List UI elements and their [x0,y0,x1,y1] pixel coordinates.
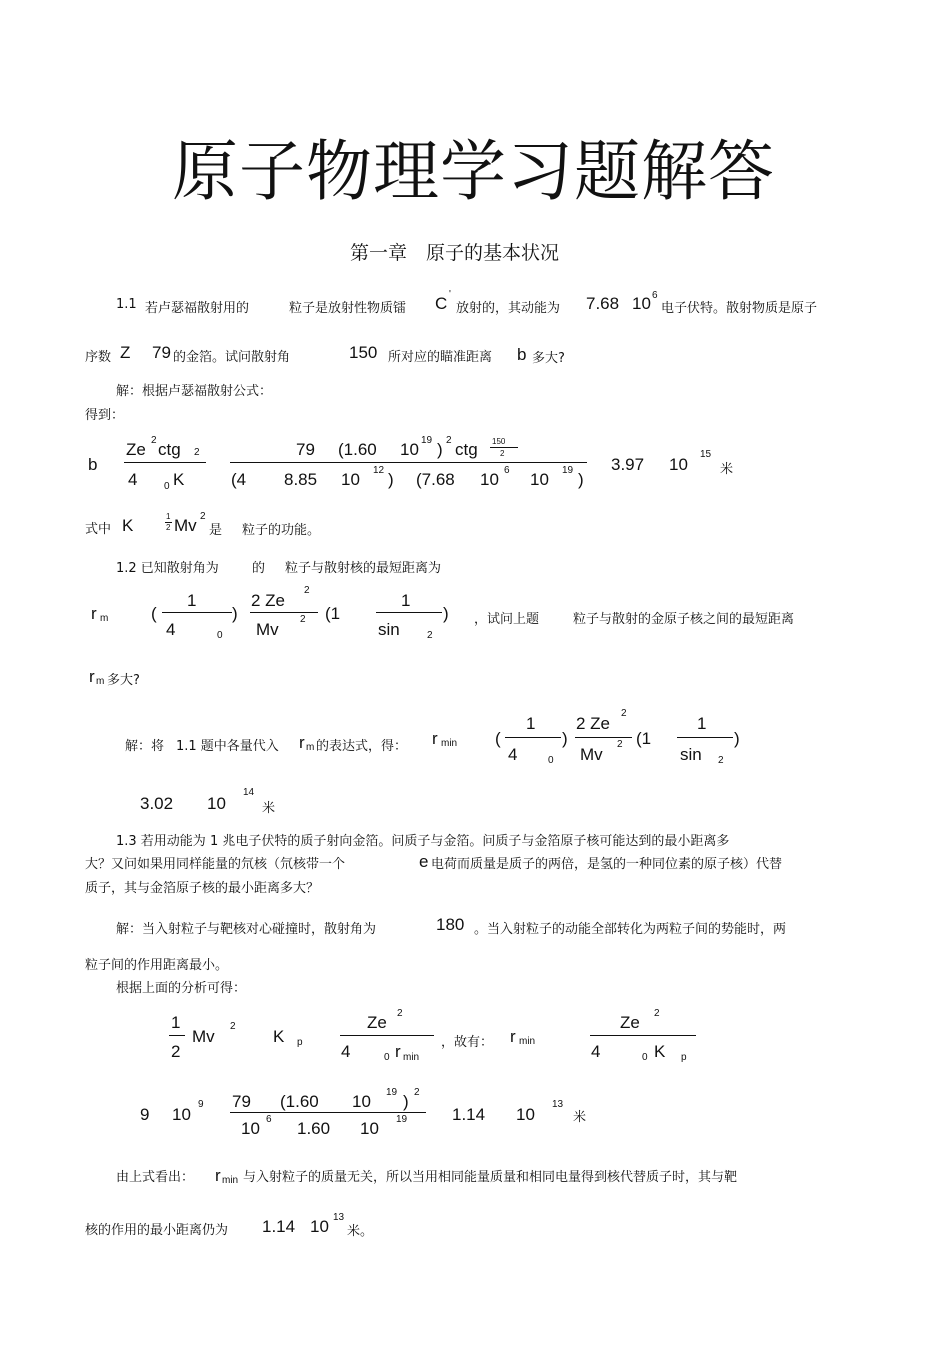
eq-subscript: min [441,738,458,749]
eq-number: ) [388,470,394,489]
eq-number: 1 [697,714,707,733]
eq-exponent: 6 [266,1114,272,1125]
eq-unit: 米 [262,801,276,816]
problem-text: 的 [252,561,266,576]
eq-subscript: m [306,742,315,753]
eq-exponent: 2 [446,435,452,446]
eq-symbol: b [88,455,98,474]
eq-unit: 米。 [347,1224,374,1239]
eq-subscript: 0 [548,755,554,766]
problem-text: 放射的，其动能为 [456,301,561,316]
eq-symbol: Mv [580,745,603,764]
eq-number: ) [403,1092,409,1111]
solution-text: 根据上面的分析可得： [116,981,247,996]
eq-exponent: 2 [654,1008,660,1019]
problem-text: 的金箔。试问散射角 [173,350,291,365]
eq-number: 1 [187,591,197,610]
eq-subscript: 0 [642,1052,648,1063]
eq-number: 4 [591,1042,601,1061]
text: 式中 [85,522,112,537]
energy-value: 7.68 [586,294,620,313]
eq-symbol: (1 [636,729,652,748]
eq-symbol: sin [378,620,400,639]
atomic-number: 79 [152,343,171,362]
eq-result: 10 [310,1217,329,1236]
eq-number: ) [437,440,443,459]
eq-symbol: r [299,733,305,752]
eq-number: 10 [360,1119,379,1138]
eq-exponent: 9 [198,1099,204,1110]
eq-symbol: Mv [192,1027,215,1046]
eq-number: 1.60 [297,1119,331,1138]
eq-symbol: r [395,1042,401,1061]
eq-exponent: 2 [304,585,310,596]
conclusion-text: 核的作用的最小距离仍为 [85,1223,229,1238]
eq-symbol: Mv [256,620,279,639]
eq-symbol: r [91,604,97,623]
symbol-b: b [517,345,527,364]
eq-exponent: 15 [700,449,712,460]
problem-text: 多大? [107,673,140,688]
eq-exponent: 14 [243,787,255,798]
eq-exponent: 19 [562,465,574,476]
eq-symbol: r [432,729,438,748]
eq-symbol: (1 [325,604,341,623]
fraction-bar [590,1035,696,1036]
fraction-bar [169,1035,185,1036]
text: ，故有： [441,1035,494,1050]
eq-exponent: 2 [414,1087,420,1098]
symbol-e: e [419,852,429,871]
problem-text: 粒子与散射核的最短距离为 [285,561,442,576]
eq-symbol: K [122,516,134,535]
eq-symbol: ) [562,729,568,748]
eq-symbol: Ze [367,1013,387,1032]
solution-text: 解：当入射粒子与靶核对心碰撞时，散射角为 [116,922,377,937]
eq-small: 150 [492,437,506,446]
eq-exponent: 13 [333,1212,345,1223]
eq-subscript: 0 [384,1052,390,1063]
eq-symbol: ctg [158,440,181,459]
text: 粒子的功能。 [242,523,321,538]
eq-exponent: 2 [621,708,627,719]
solution-text: 1.1 题中各量代入 [176,739,279,754]
eq-number: 4 [341,1042,351,1061]
symbol-z: Z [120,343,131,362]
problem-text: 1.3 若用动能为 1 兆电子伏特的质子射向金箔。问质子与金箔。问质子与金箔原子核可能达到的最小距离多 [116,834,730,849]
eq-result: 1.14 [452,1105,486,1124]
fraction-bar [250,612,318,613]
problem-text: 1.2 已知散射角为 [116,561,219,576]
eq-number: 10 [352,1092,371,1111]
eq-symbol: ( [495,729,501,748]
problem-text: 多大? [532,351,565,366]
problem-text: 若卢瑟福散射用的 [145,301,250,316]
eq-exponent: 2 [300,614,306,625]
eq-exponent: 12 [373,465,385,476]
eq-symbol: 2 Ze [576,714,611,733]
eq-symbol: Mv [174,516,197,535]
eq-symbol: r [89,667,95,686]
problem-text: ，试问上题 [474,612,540,627]
eq-result: 3.97 [611,455,645,474]
eq-number: 79 [232,1092,251,1111]
problem-text: 粒子与散射的金原子核之间的最短距离 [573,612,795,627]
eq-result: 10 [516,1105,535,1124]
eq-exponent: 2 [200,511,206,522]
eq-number: 10 [530,470,549,489]
eq-exponent: 19 [396,1114,408,1125]
eq-number: 10 [480,470,499,489]
energy-exponent: 6 [652,290,658,301]
eq-result: 1.14 [262,1217,296,1236]
eq-number: 4 [508,745,518,764]
symbol-c-sup: ' [449,289,451,300]
eq-exponent: 2 [230,1021,236,1032]
eq-subscript: min [403,1052,420,1063]
solution-text: 得到： [85,408,125,423]
problem-number: 1.1 [116,297,137,312]
eq-small: 1 [166,512,171,521]
eq-symbol: Ze [126,440,146,459]
page-title: 原子物理学习题解答 [172,133,775,210]
chapter-heading: 第一章 原子的基本状况 [350,242,560,264]
eq-symbol: Ze [620,1013,640,1032]
eq-subscript: min [519,1036,536,1047]
eq-symbol: ( [151,604,157,623]
eq-symbol: ) [443,604,449,623]
problem-text: 序数 [85,350,112,365]
eq-number: (1.60 [280,1092,319,1111]
problem-text: 电荷而质量是质子的两倍，是氢的一种同位素的原子核）代替 [431,857,783,872]
eq-number: 10 [172,1105,191,1124]
angle-value: 180 [436,915,465,934]
fraction-bar [162,612,232,613]
fraction-bar [376,612,442,613]
eq-subscript: 2 [718,755,724,766]
symbol-c: C [435,294,448,313]
eq-symbol: ctg [455,440,478,459]
eq-number: (7.68 [416,470,455,489]
problem-text: 粒子是放射性物质镭 [289,301,407,316]
eq-small: 2 [194,447,200,458]
fraction-bar [230,462,587,463]
eq-number: 10 [241,1119,260,1138]
eq-number: 79 [296,440,315,459]
fraction-bar [490,447,518,448]
eq-subscript: min [222,1175,239,1186]
eq-number: 10 [400,440,419,459]
eq-symbol: K [173,470,185,489]
eq-unit: 米 [720,462,734,477]
problem-text: 大？又问如果用同样能量的氘核（氘核带一个 [85,857,346,872]
eq-exponent: 19 [386,1087,398,1098]
eq-number: 1 [171,1013,181,1032]
eq-number: 2 [171,1042,181,1061]
conclusion-text: 与入射粒子的质量无关，所以当用相同能量质量和相同电量得到核代替质子时，其与靶 [243,1170,738,1185]
eq-symbol: r [510,1027,516,1046]
fraction-bar [230,1112,426,1113]
eq-symbol: 2 Ze [251,591,286,610]
solution-text: 解：将 [125,739,165,754]
fraction-bar [505,737,561,738]
eq-symbol: 4 [128,470,138,489]
eq-subscript: 0 [217,630,223,641]
solution-text: 粒子间的作用距离最小。 [85,958,229,973]
fraction-bar [575,737,632,738]
eq-subscript: p [297,1037,303,1048]
eq-result: 10 [207,794,226,813]
eq-subscript: 0 [164,481,170,492]
eq-number: 10 [341,470,360,489]
fraction-bar [124,462,206,463]
eq-exponent: 2 [617,739,623,750]
eq-number: 8.85 [284,470,318,489]
eq-number: (1.60 [338,440,377,459]
problem-text: 所对应的瞄准距离 [388,350,493,365]
eq-number: (4 [231,470,247,489]
eq-number: 9 [140,1105,150,1124]
text: 是 [209,523,223,538]
fraction-bar [340,1035,434,1036]
eq-number: 1 [401,591,411,610]
eq-symbol: ) [734,729,740,748]
solution-text: 的表达式，得： [316,739,408,754]
eq-small: 2 [166,523,171,532]
eq-subscript: m [96,676,105,687]
eq-result: 3.02 [140,794,174,813]
eq-subscript: m [100,613,109,624]
eq-symbol: K [273,1027,285,1046]
eq-small: 2 [500,449,505,458]
eq-exponent: 6 [504,465,510,476]
angle-value: 150 [349,343,378,362]
problem-text: 质子，其与金箔原子核的最小距离多大？ [85,881,320,896]
eq-subscript: p [681,1052,687,1063]
eq-result: 10 [669,455,688,474]
eq-exponent: 13 [552,1099,564,1110]
fraction-bar [677,737,733,738]
eq-number: ) [578,470,584,489]
eq-symbol: sin [680,745,702,764]
solution-text: 。当入射粒子的动能全部转化为两粒子间的势能时，两 [474,922,787,937]
energy-base: 10 [632,294,651,313]
eq-subscript: 2 [427,630,433,641]
eq-number: 4 [166,620,176,639]
eq-symbol: ) [232,604,238,623]
eq-exponent: 2 [151,435,157,446]
problem-text: 电子伏特。散射物质是原子 [661,301,818,316]
eq-symbol: K [654,1042,666,1061]
eq-exponent: 2 [397,1008,403,1019]
eq-number: 1 [526,714,536,733]
eq-exponent: 19 [421,435,433,446]
eq-symbol: r [215,1166,221,1185]
solution-text: 解：根据卢瑟福散射公式： [116,384,273,399]
conclusion-text: 由上式看出： [116,1170,195,1185]
eq-unit: 米 [573,1110,587,1125]
